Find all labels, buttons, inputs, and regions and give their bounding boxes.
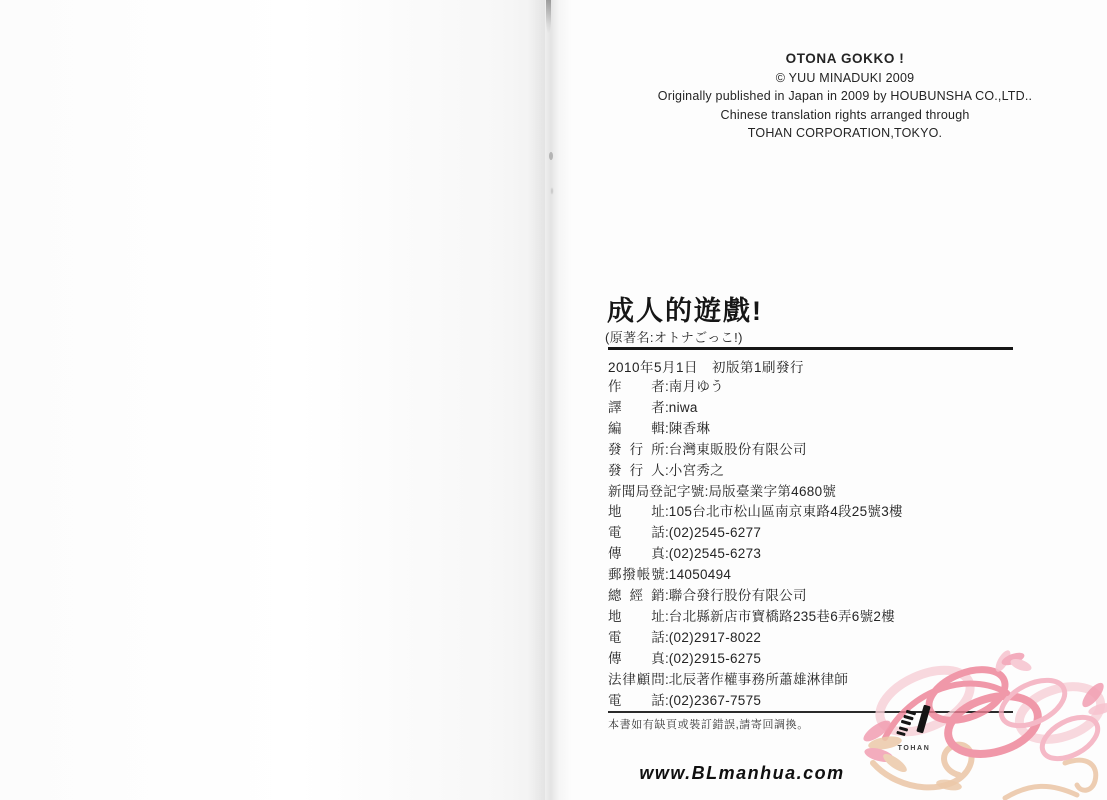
- field-separator: :: [665, 692, 669, 708]
- field-separator: :: [665, 629, 669, 645]
- watermark-url: www.BLmanhua.com: [639, 763, 845, 783]
- field-label: 傳 真: [608, 546, 665, 562]
- field-separator: :: [665, 399, 669, 415]
- field-separator: :: [665, 420, 669, 436]
- field-value: (02)2917-8022: [668, 629, 762, 645]
- colophon-row: [608, 398, 903, 419]
- field-label: 新聞局登記字號: [608, 483, 705, 499]
- colophon-row: [608, 461, 903, 482]
- colophon-row: [608, 440, 903, 461]
- field-value: 陳香琳: [668, 420, 711, 436]
- copyright-line: © YUU MINADUKI 2009: [775, 70, 915, 85]
- field-label: 發 行 人: [608, 462, 665, 478]
- field-separator: :: [665, 546, 669, 562]
- colophon-row: [608, 607, 903, 628]
- field-label: 電 話: [608, 629, 665, 645]
- tohan-logo-icon: [894, 704, 934, 740]
- original-title-note: (原著名:オトナごっこ!): [605, 330, 743, 345]
- colophon-row: [608, 523, 903, 544]
- field-value: 小宮秀之: [668, 462, 724, 478]
- field-value: niwa: [668, 399, 698, 415]
- field-value: 北辰著作權事務所蕭雄淋律師: [668, 671, 849, 687]
- colophon-row: [608, 419, 903, 440]
- field-label: 郵撥帳號: [608, 567, 665, 583]
- field-label: 地 址: [608, 504, 665, 520]
- field-separator: :: [665, 671, 669, 687]
- field-separator: :: [665, 567, 669, 583]
- field-value: 14050494: [668, 567, 732, 583]
- colophon-row: [608, 377, 903, 398]
- page-spine: [528, 0, 572, 800]
- field-label: 電 話: [608, 692, 665, 708]
- copyright-line: Originally published in Japan in 2009 by HOUBUNSHA CO.,LTD..: [657, 89, 1033, 104]
- copyright-block: [595, 50, 1095, 143]
- field-label: 地 址: [608, 608, 665, 624]
- field-label: 編 輯: [608, 420, 665, 436]
- field-value: 台灣東販股份有限公司: [668, 441, 807, 457]
- colophon-row: [608, 586, 903, 607]
- field-value: (02)2545-6277: [668, 525, 762, 541]
- field-value: 聯合發行股份有限公司: [668, 588, 807, 604]
- publication-date: 2010年5月1日 初版第1刷發行: [608, 360, 805, 375]
- copyright-line: TOHAN CORPORATION,TOKYO.: [747, 126, 943, 141]
- copyright-line: Chinese translation rights arranged through: [720, 107, 970, 122]
- left-blank-page: [0, 0, 545, 800]
- field-separator: :: [665, 441, 669, 457]
- field-label: 總 經 銷: [608, 588, 665, 604]
- field-label: 發 行 所: [608, 441, 665, 457]
- field-separator: :: [665, 588, 669, 604]
- field-separator: :: [665, 608, 669, 624]
- tohan-logo-label: TOHAN: [897, 745, 931, 752]
- field-label: 傳 真: [608, 650, 665, 666]
- field-value: (02)2915-6275: [668, 650, 762, 666]
- field-label: 法律顧問: [608, 671, 665, 687]
- field-value: (02)2545-6273: [668, 546, 762, 562]
- publisher-logo: [889, 704, 939, 752]
- colophon-row: [608, 565, 903, 586]
- field-separator: :: [665, 525, 669, 541]
- spine-shadow: [546, 0, 551, 34]
- defect-notice: 本書如有缺頁或裝訂錯誤,請寄回調換。: [608, 719, 809, 731]
- divider-thick: [608, 347, 1013, 350]
- colophon-row: [608, 544, 903, 565]
- field-value: (02)2367-7575: [668, 692, 762, 708]
- field-separator: :: [665, 650, 669, 666]
- colophon-row: [608, 502, 903, 523]
- field-value: 105台北市松山區南京東路4段25號3樓: [668, 504, 903, 520]
- field-separator: :: [665, 462, 669, 478]
- scan-speck: [549, 152, 553, 160]
- book-title: 成人的遊戲!: [607, 296, 763, 326]
- field-label: 電 話: [608, 525, 665, 541]
- field-value: 台北縣新店市寶橋路235巷6弄6號2樓: [668, 608, 896, 624]
- field-value: 南月ゆう: [668, 379, 724, 394]
- field-label: 譯 者: [608, 399, 665, 415]
- field-separator: :: [665, 379, 669, 394]
- field-separator: :: [665, 504, 669, 520]
- field-label: 作 者: [608, 379, 665, 394]
- field-separator: :: [704, 483, 709, 499]
- colophon-row: [608, 482, 903, 503]
- field-value: 局版臺業字第4680號: [708, 483, 837, 499]
- copyright-line: OTONA GOKKO !: [785, 51, 905, 66]
